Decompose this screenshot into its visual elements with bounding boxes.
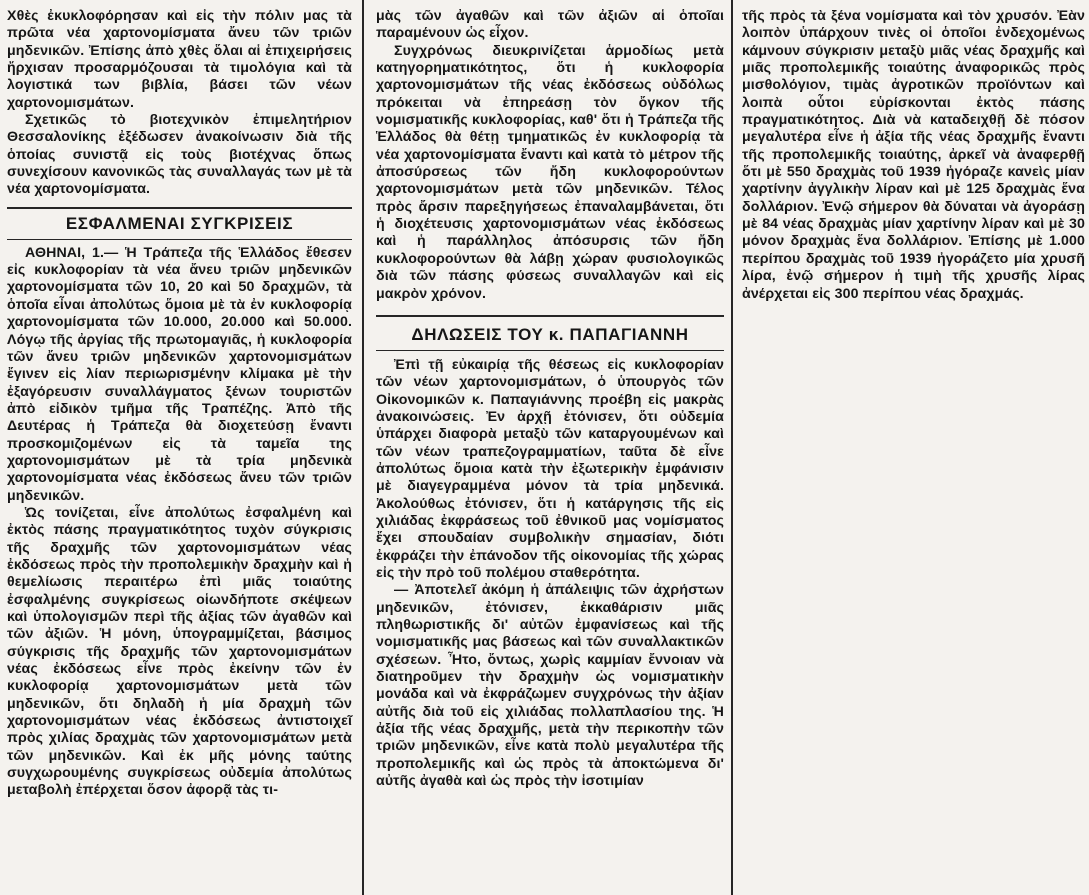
paragraph-zeros-removal: — Ἀποτελεῖ ἀκόμη ἡ ἀπάλειψις τῶν ἀχρήστων μηδενικῶν, ἐτόνισεν, ἐκκαθάρισιν μιᾶς πληθωριστικῆς δι' αὐτῶν ἐμφανίσεως καὶ τῆς νομισματικῆς μας βάσεως καὶ τῶν συναλλακτικῶν σχέσεων. Ἦτο, ὄντως, χωρὶς καμμίαν ἔννοιαν νὰ διατηροῦμεν τὴν δραχμὴν ὡς νομισματικὴν μονάδα καὶ νὰ ἐκφράζωμεν συγχρόνως τὴν ἀξίαν αὐτῆς διὰ τοῦ εἰς χιλιάδας πολλαπλασίου της. Ἡ ἀξία τῆς νέας δραχμῆς, μετὰ τὴν περικοπὴν τῶν τριῶν μηδενικῶν, εἶνε κατὰ πολὺ μεγαλυτέρα τῆς προπολεμικῆς καὶ ὡς πρὸς τὰ ἀποκτώμενα δι' αὐτῆς ἀγαθὰ καὶ ὡς πρὸς τὴν ἰσοτιμίαν bbox=[376, 582, 724, 790]
section-heading-false-comparisons: ΕΣΦΑΛΜΕΝΑΙ ΣΥΓΚΡΙΣΕΙΣ bbox=[7, 213, 352, 240]
paragraph-intro: Χθὲς ἐκυκλοφόρησαν καὶ εἰς τὴν πόλιν μας τὰ πρῶτα νέα χαρτονομίσματα ἄνευ τῶν τριῶν μηδενικῶν. Ἐπίσης ἀπὸ χθὲς ὅλαι αἱ ἐπιχειρήσεις ἤρχισαν προσαρμόζουσαι τὰ τιμολόγια καὶ τὰ λογιστικά των βιβλία, βάσει τῶν νέων χαρτονομισμάτων. bbox=[7, 8, 352, 111]
paragraph-comparison: Ὡς τονίζεται, εἶνε ἀπολύτως ἐσφαλμένη καὶ ἐκτὸς πάσης πραγματικότητος τυχὸν σύγκρισις τῆς δραχμῆς τῶν χαρτονομισμάτων νέας ἐκδόσεως πρὸς τὴν προπολεμικὴν δραχμὴν καὶ ἡ θεμελίωσις περαιτέρω ἐπὶ μιᾶς τοιαύτης ἐσφαλμένης συγκρίσεως οἱωνδήποτε σκέψεων καὶ ὑπολογισμῶν περὶ τῆς ἀξίας τῶν ἀγαθῶν καὶ τῶν ἀξιῶν. Ἡ μόνη, ὑπογραμμίζεται, βάσιμος σύγκρισις τῆς δραχμῆς τῶν χαρτονομισμάτων νέας ἐκδόσεως εἶνε πρὸς ἐκείνην τῶν ἐν κυκλοφορίᾳ χαρτονομισμάτων μετὰ τῶν μηδενικῶν, ὅτι δηλαδὴ ἡ μία δραχμὴ τῶν χαρτονομισμάτων νέας ἐκδόσεως ἀντιστοιχεῖ πρὸς χιλίας δραχμὰς τῶν χαρτονομισμάτων μετὰ τῶν μηδενικῶν. Καὶ ἐκ μῆς μόνης ταύτης συγχωρουμένης συγκρίσεως οὐδεμία ἀπολύτως μεταβολὴ ἐπέρχεται ὅσον ἀφορᾷ τὰς τι- bbox=[7, 504, 352, 799]
paragraph-circulation: Συγχρόνως διευκρινίζεται ἁρμοδίως μετὰ κατηγορηματικότητος, ὅτι ἡ κυκλοφορία χαρτονομισμάτων τῆς νέας ἐκδόσεως οὐδόλως πρόκειται νὰ ἐπηρεάσῃ τὸν ὄγκον τῆς νομισματικῆς κυκλοφορίας, καθ' ὅτι ἡ Τράπεζα τῆς Ἑλλάδος θὰ θέτῃ τμηματικῶς ἐν κυκλοφορίᾳ τὰ νέα χαρτονομίσματα ἔναντι καὶ κατὰ τὸ μέτρον τῆς ἀποσύρσεως τῶν ἤδη κυκλοφορούντων χαρτονομισμάτων μετὰ τῶν μηδενικῶν. Τέλος πρὸς ἄρσιν παρεξηγήσεως ἐπαναλαμβάνεται, ὅτι ἡ διοχέτευσις χαρτονομισμάτων νέας ἐκδόσεως καὶ ἡ παράλληλος ἀπόσυρσις τῶν ἤδη κυκλοφορούντων θὰ λάβῃ χώραν φυσιολογικῶς διὰ τῶν πάσης φύσεως συναλλαγῶν καὶ εἰς μακρὸν χρόνον. bbox=[376, 42, 724, 302]
paragraph-chamber: Σχετικῶς τὸ βιοτεχνικὸν ἐπιμελητήριον Θεσσαλονίκης ἐξέδωσεν ἀνακοίνωσιν διὰ τῆς ὁποίας συνιστᾷ εἰς τοὺς βιοτέχνας ὅπως συνεχίσουν κανονικῶς τὰς συναλλαγάς των μὲ τὰ νέα χαρτονομίσματα. bbox=[7, 112, 352, 198]
column-3 bbox=[737, 0, 1089, 303]
section-heading-papagiannis: ΔΗΛΩΣΕΙΣ ΤΟΥ κ. ΠΑΠΑΓΙΑΝΝΗ bbox=[376, 324, 724, 351]
column-1 bbox=[2, 0, 358, 800]
paragraph-continuation: μὰς τῶν ἀγαθῶν καὶ τῶν ἀξιῶν αἱ ὁποῖαι παραμένουν ὡς εἶχον. bbox=[376, 8, 724, 42]
paragraph-exchange-value: τῆς πρὸς τὰ ξένα νομίσματα καὶ τὸν χρυσόν. Ἐὰν λοιπὸν ὑπάρχουν τινὲς οἱ ὁποῖοι ἐνδεχομένως κάμνουν σύγκρισιν μεταξὺ μιᾶς νέας δραχμῆς καὶ μιᾶς προπολεμικῆς τοιαύτης ἀναφορικῶς πρὸς μισθολόγιον, τιμὰς ἀγροτικῶν προϊόντων καὶ λοιπὰ οὗτοι εὑρίσκονται ἐκτὸς πάσης πραγματικότητος. Διὰ νὰ καταδειχθῇ δὲ πόσον μεγαλυτέρα εἶνε ἡ ἀξία τῆς νέας δραχμῆς ἔναντι τῆς προπολεμικῆς τοιαύτης, ἀρκεῖ νὰ ἀναφερθῇ ὅτι μὲ 550 δραχμὰς τοῦ 1939 ἠγόραζε κανεὶς μίαν χαρτίνην ἀγγλικὴν λίραν καὶ μὲ 125 δραχμὰς ἕνα δολλάριον. Ἐνῷ σήμερον θὰ δύναται νὰ ἀγοράσῃ μὲ 84 νέας δραχμὰς μίαν χαρτίνην λίραν καὶ μὲ 30 μόνον δραχμὰς ἕνα δολλάριον. Ἐπίσης μὲ 1.000 περίπου δραχμὰς τοῦ 1939 ἠγοράζετο μία χρυσῆ λίρα, ἐνῷ σήμερον ἡ τιμὴ τῆς χρυσῆς λίρας ἀνέρχεται εἰς 300 περίπου νέας δραχμάς. bbox=[742, 8, 1085, 302]
column-2 bbox=[372, 0, 729, 790]
paragraph-minister-statement: Ἐπὶ τῇ εὐκαιρίᾳ τῆς θέσεως εἰς κυκλοφορίαν τῶν νέων χαρτονομισμάτων, ὁ ὑπουργὸς τῶν Οἰκονομικῶν κ. Παπαγιάννης προέβη εἰς μακρὰς ἀνακοινώσεις. Ἐν ἀρχῇ ἐτόνισεν, ὅτι οὐδεμία ὑπάρχει διαφορὰ μεταξὺ τῶν καταργουμένων καὶ τῶν νέων τραπεζογραμματίων, ταῦτα δὲ εἶνε ἀπολύτως ὅμοια κατὰ τὴν ἐξωτερικὴν ἐμφάνισιν μὲ διαγεγραμμένα μόνον τὰ τρία μηδενικά. Ἀκολούθως ἐτόνισεν, ὅτι ἡ κατάργησις τῆς εἰς χιλιάδας ἐκφράσεως τοῦ ἐθνικοῦ μας νομίσματος ἔχει σπουδαίαν συμβολικὴν σημασίαν, διότι ἐκφράζει τὴν ἐπάνοδον τῆς οἰκονομίας τῆς χώρας εἰς τὴν πρὸ τοῦ πολέμου σταθερότητα. bbox=[376, 356, 724, 581]
column-rule-right bbox=[731, 0, 733, 895]
paragraph-athens-dispatch: ΑΘΗΝΑΙ, 1.— Ἡ Τράπεζα τῆς Ἑλλάδος ἔθεσεν εἰς κυκλοφορίαν τὰ νέα ἄνευ τριῶν μηδενικῶν χαρτονομίσματα τῶν 10, 20 καὶ 50 δραχμῶν, τὰ ὁποῖα εἶναι ἀπολύτως ὅμοια μὲ τὰ ἐν κυκλοφορίᾳ χαρτονομίσματα τῶν 10.000, 20.000 καὶ 50.000. Λόγῳ τῆς ἀργίας τῆς πρωτομαγιᾶς, ἡ κυκλοφορία τῶν ἄνευ τριῶν μηδενικῶν χαρτονομισμάτων ἔγινεν εἰς λίαν περιωρισμένην κλίμακα μὲ τὴν ἐξαγόρευσιν συναλλάγματος ξένων τουριστῶν ἀπὸ εἰδικὸν τμῆμα τῆς Τραπέζης. Ἀπὸ τῆς Δευτέρας ἡ Τράπεζα θὰ διοχετεύσῃ ἔναντι προσκομιζομένων εἰς τὰ ταμεῖα της χαρτονομισμάτων μὲ τὰ τρία μηδενικὰ χαρτονομίσματα νέας ἐκδόσεως ἄνευ τῶν τριῶν μηδενικῶν. bbox=[7, 244, 352, 504]
column-rule-left bbox=[362, 0, 364, 895]
section-divider bbox=[7, 207, 352, 209]
section-divider bbox=[376, 315, 724, 317]
